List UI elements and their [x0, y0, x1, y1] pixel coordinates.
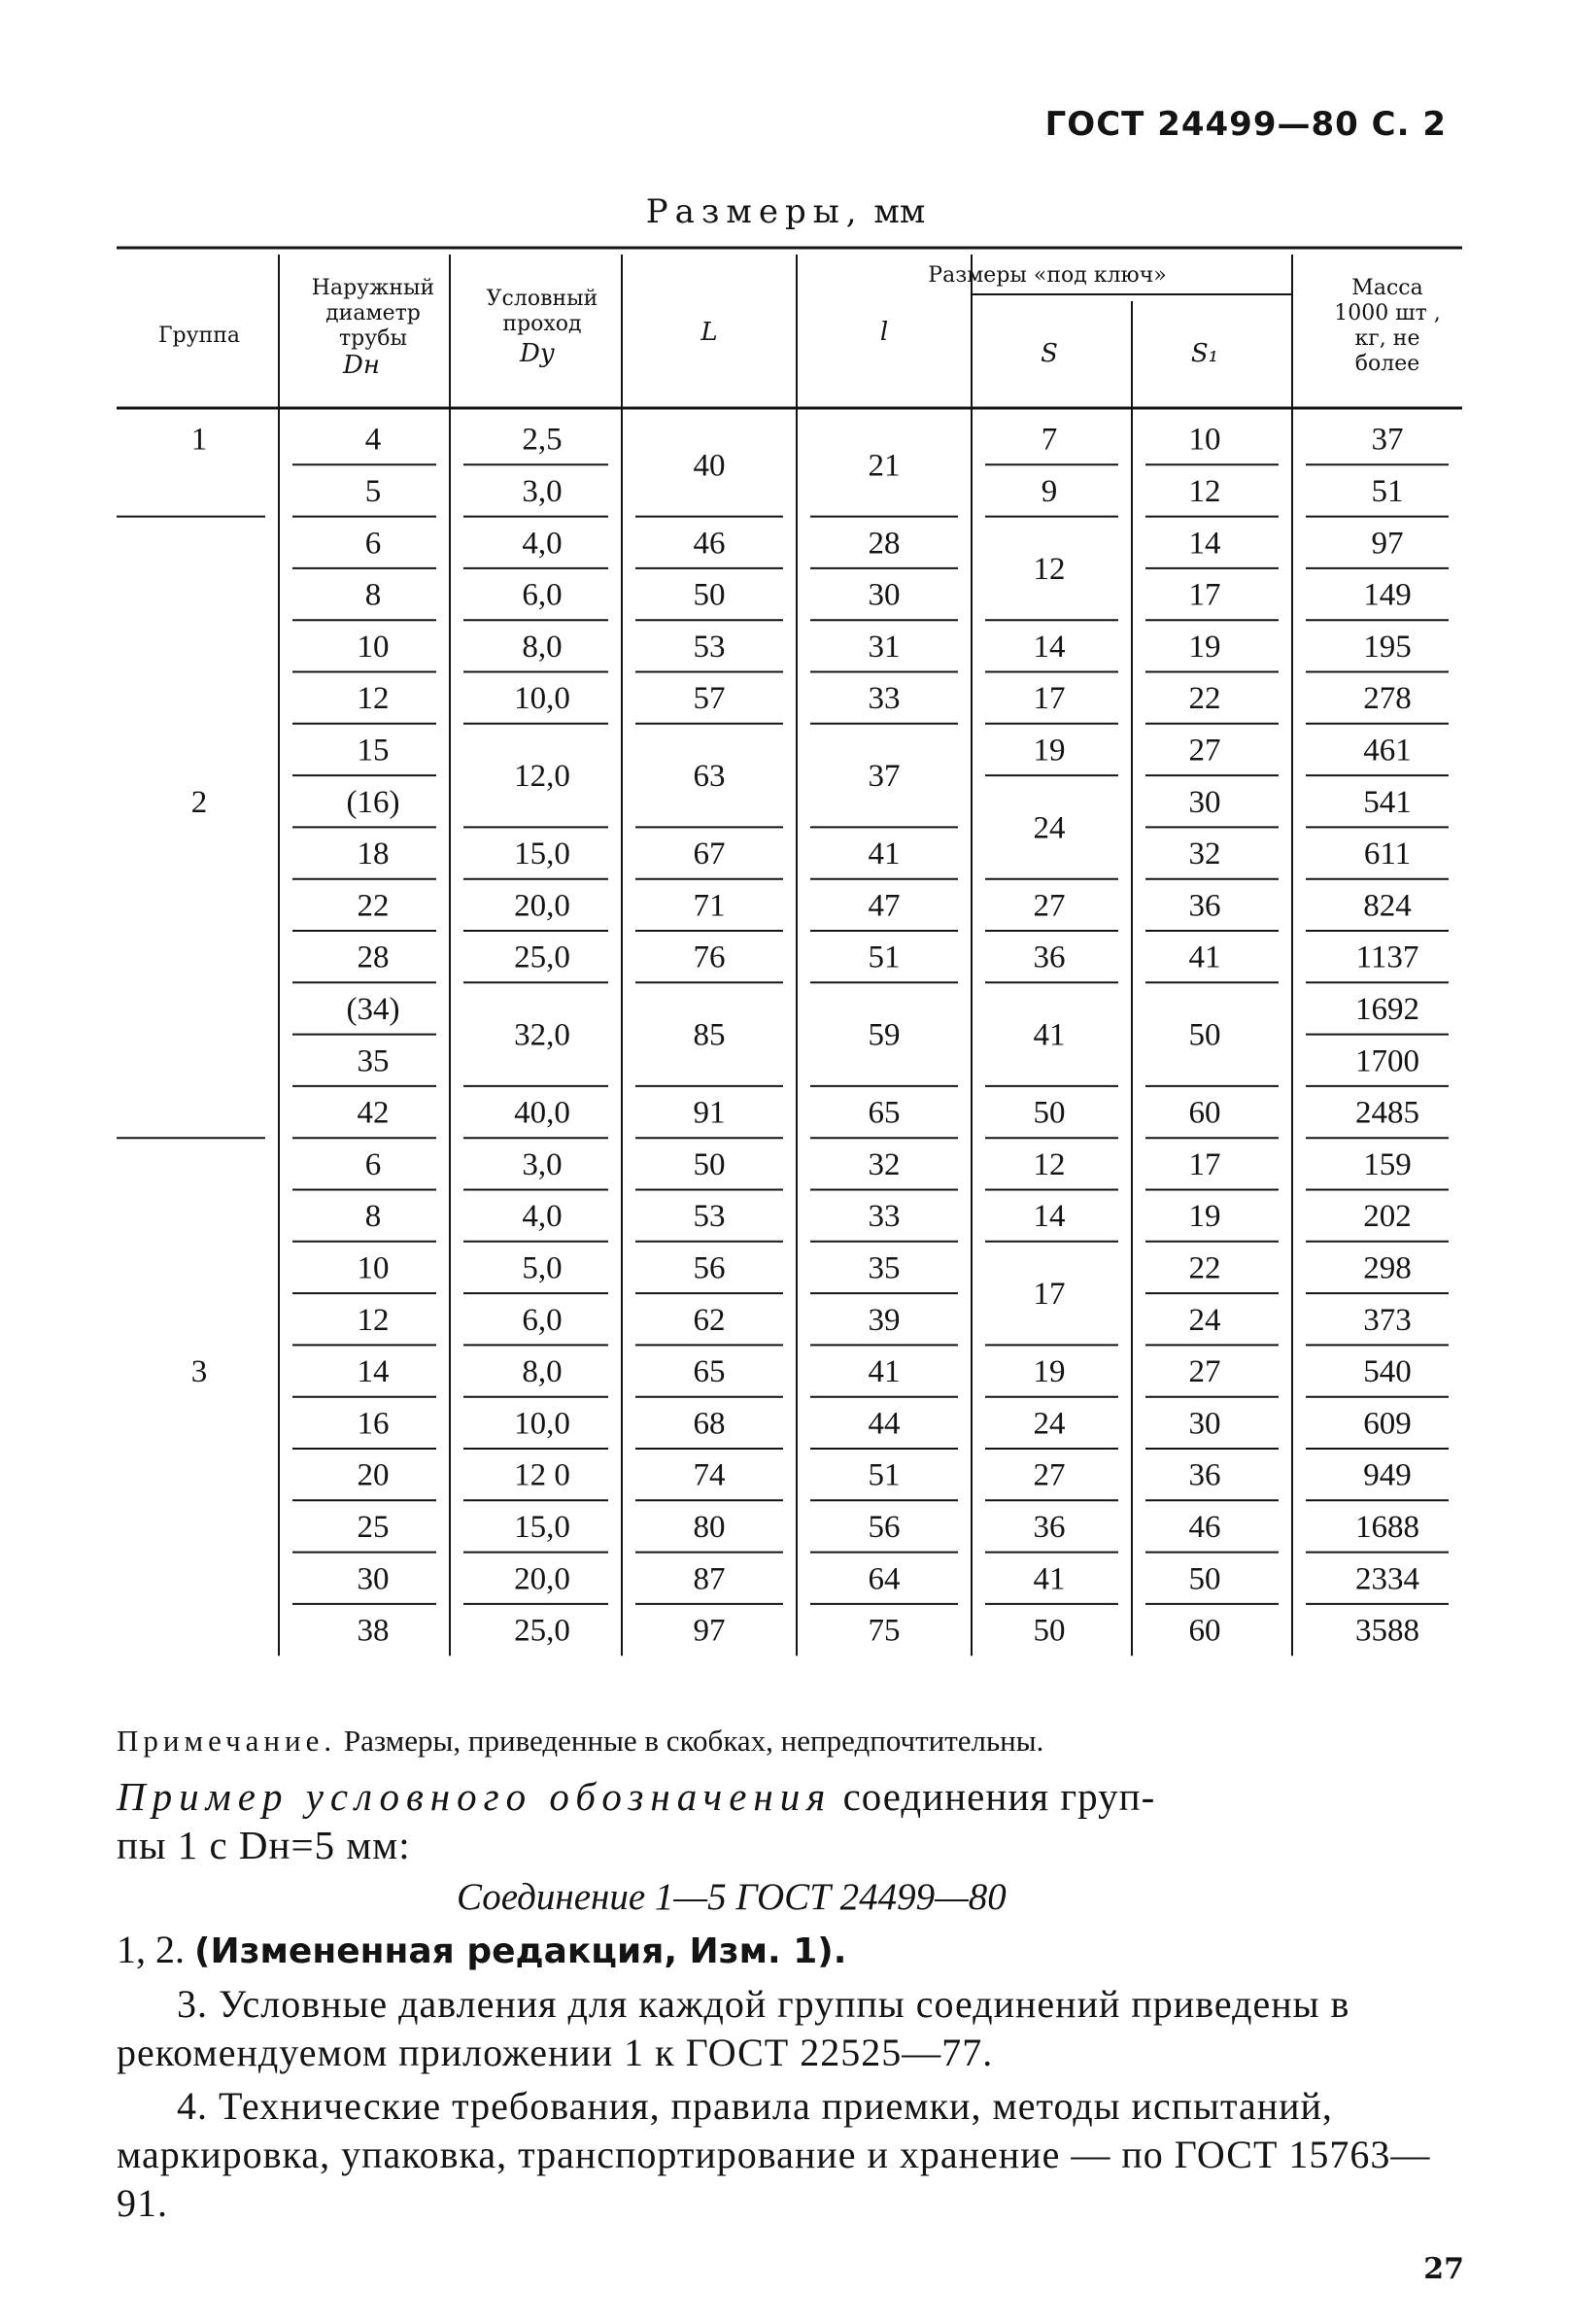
table-cell-s: 17 [1033, 681, 1066, 717]
table-cell-dy: 15,0 [514, 1509, 570, 1545]
table-cell-l: 35 [868, 1250, 901, 1286]
table-cell-dy: 6,0 [522, 577, 563, 613]
table-cell-l: 74 [693, 1457, 726, 1493]
table-cell-s: 50 [1033, 1613, 1066, 1649]
table-cell-l: 97 [693, 1613, 726, 1649]
table-cell-l: 63 [693, 759, 726, 795]
table-cell-m: 37 [1371, 422, 1404, 458]
table-cell-l: 37 [868, 759, 901, 795]
table-cell-s1: 12 [1188, 473, 1221, 509]
table-cell-s1: 36 [1188, 888, 1221, 924]
table-cell-l: 56 [693, 1250, 726, 1286]
table-cell-s1: 60 [1188, 1095, 1221, 1131]
table-cell-dy: 10,0 [514, 681, 570, 717]
header-L: L [700, 318, 718, 347]
table-cell-dy: 3,0 [522, 473, 563, 509]
table-cell-dy: 12,0 [514, 759, 570, 795]
table-cell-l: 68 [693, 1406, 726, 1442]
table-cell-s1: 24 [1188, 1302, 1221, 1338]
table-cell-dn: 6 [364, 526, 382, 562]
table-cell-s1: 50 [1188, 1561, 1221, 1597]
table-cell-m: 609 [1363, 1406, 1412, 1442]
table-cell-s1: 36 [1188, 1457, 1221, 1493]
table-cell-s1: 46 [1188, 1509, 1221, 1545]
table-cell-dn: 14 [357, 1354, 390, 1390]
header-outer-diameter-symbol: Dн [343, 351, 380, 380]
table-cell-l: 62 [693, 1302, 726, 1338]
table-cell-dy: 25,0 [514, 940, 570, 975]
header-S1: S₁ [1190, 339, 1219, 368]
table-cell-l: 53 [693, 629, 726, 665]
table-cell-dn: 16 [357, 1406, 390, 1442]
table-cell-s1: 30 [1188, 784, 1221, 820]
table-cell-l: 76 [693, 940, 726, 975]
table-cell-m: 3588 [1355, 1613, 1419, 1649]
header-mass-4: более [1354, 352, 1420, 376]
caption-unit: мм [873, 192, 926, 231]
table-cell-s: 14 [1033, 1199, 1066, 1235]
table-cell-s: 7 [1041, 422, 1058, 458]
table-cell-s: 9 [1041, 473, 1058, 509]
example-rest: соединения груп- [842, 1774, 1156, 1819]
header-S: S [1041, 339, 1058, 368]
table-cell-m: 824 [1363, 888, 1412, 924]
table-cell-dn: 18 [357, 837, 390, 872]
table-cell-l: 32 [868, 1146, 901, 1182]
example-lead: Пример условного обозначения [117, 1774, 833, 1819]
table-cell-s1: 10 [1188, 422, 1221, 458]
header-outer-diameter-3: трубы [339, 326, 407, 351]
header-nominal-bore-1: Условный [486, 287, 598, 311]
table-cell-s: 17 [1033, 1277, 1066, 1313]
header-l: l [879, 318, 889, 347]
table-cell-dn: 20 [357, 1457, 390, 1493]
table-cell-l: 41 [868, 837, 901, 872]
header-outer-diameter-2: диаметр [325, 301, 421, 325]
table-cell-m: 541 [1363, 784, 1412, 820]
table-cell-m: 159 [1363, 1146, 1412, 1182]
table-cell-s1: 50 [1188, 1017, 1221, 1053]
table-cell-dn: (34) [346, 991, 400, 1027]
table-cell-dn: 22 [357, 888, 390, 924]
table-cell-dy: 5,0 [522, 1250, 563, 1286]
header-wrench-sizes: Размеры «под ключ» [928, 263, 1167, 288]
table-cell-dn: 10 [357, 629, 390, 665]
table-cell-dy: 4,0 [522, 526, 563, 562]
table-cell-dy: 8,0 [522, 1354, 563, 1390]
header-outer-diameter-1: Наружный [311, 276, 435, 300]
header-nominal-bore-2: проход [502, 312, 582, 336]
table-cell-dn: 4 [364, 422, 382, 458]
table-cell-m: 373 [1363, 1302, 1412, 1338]
table-cell-s1: 17 [1188, 577, 1221, 613]
table-cell-m: 278 [1363, 681, 1412, 717]
table-cell-s1: 30 [1188, 1406, 1221, 1442]
table-cell-dy: 12 0 [514, 1457, 570, 1493]
table-cell-m: 611 [1363, 837, 1412, 872]
table-cell-l: 33 [868, 681, 901, 717]
table-cell-dn: 12 [357, 681, 390, 717]
table-cell-l: 87 [693, 1561, 726, 1597]
table-cell-dn: 5 [364, 473, 382, 509]
table-cell-s: 19 [1033, 1354, 1066, 1390]
table-cell-l: 65 [868, 1095, 901, 1131]
paragraph-4: 4. Технические требования, правила приемки, методы испытаний, маркировка, упаковка, транспортирование и хранение — по ГОСТ 15763—91. [117, 2084, 1431, 2225]
table-cell-dn: 30 [357, 1561, 390, 1597]
table-cell-m: 1137 [1355, 940, 1419, 975]
table-cell-dy: 6,0 [522, 1302, 563, 1338]
header-mass-3: кг, не [1354, 326, 1420, 351]
table-cell-m: 298 [1363, 1250, 1412, 1286]
table-cell-s: 27 [1033, 1457, 1066, 1493]
table-cell-dy: 15,0 [514, 837, 570, 872]
table-cell-dy: 10,0 [514, 1406, 570, 1442]
table-cell-l: 41 [868, 1354, 901, 1390]
table-cell-m: 540 [1363, 1354, 1412, 1390]
table-cell-s1: 41 [1188, 940, 1221, 975]
table-cell-l: 71 [693, 888, 726, 924]
table-cell-l: 40 [693, 448, 726, 484]
table-cell-s: 19 [1033, 733, 1066, 769]
example-line2: пы 1 с Dн=5 мм: [117, 1823, 411, 1867]
table-cell-m: 1688 [1355, 1509, 1419, 1545]
header-nominal-bore-symbol: Dу [520, 339, 555, 368]
table-cell-s1: 27 [1188, 733, 1221, 769]
table-cell-s1: 22 [1188, 681, 1221, 717]
table-cell-s: 24 [1033, 810, 1066, 846]
table-cell-m: 1700 [1355, 1043, 1419, 1079]
table-cell-dy: 4,0 [522, 1199, 563, 1235]
table-cell-l: 53 [693, 1199, 726, 1235]
table-cell-l: 91 [693, 1095, 726, 1131]
table-cell-dn: 12 [357, 1302, 390, 1338]
table-cell-l: 50 [693, 1146, 726, 1182]
table-cell-l: 75 [868, 1613, 901, 1649]
table-cell-dn: 10 [357, 1250, 390, 1286]
table-cell-dn: 35 [357, 1043, 390, 1079]
table-cell-m: 149 [1363, 577, 1412, 613]
table-cell-dn: 6 [364, 1146, 382, 1182]
table-cell-l: 21 [868, 448, 901, 484]
example-designation: Соединение 1—5 ГОСТ 24499—80 [457, 1876, 1007, 1918]
table-cell-l: 85 [693, 1017, 726, 1053]
table-cell-l: 46 [693, 526, 726, 562]
page-number: 27 [1423, 2252, 1464, 2286]
table-cell-s1: 32 [1188, 837, 1221, 872]
table-cell-dy: 8,0 [522, 629, 563, 665]
table-cell-m: 97 [1371, 526, 1404, 562]
table-cell-l: 30 [868, 577, 901, 613]
table-cell-s: 41 [1033, 1017, 1066, 1053]
table-cell-s: 12 [1033, 551, 1066, 587]
table-cell-dy: 25,0 [514, 1613, 570, 1649]
table-cell-l: 65 [693, 1354, 726, 1390]
table-cell-dn: 38 [357, 1613, 390, 1649]
table-cell-dn: 25 [357, 1509, 390, 1545]
table-cell-dn: 42 [357, 1095, 390, 1131]
table-cell-l: 56 [868, 1509, 901, 1545]
table-cell-l: 67 [693, 837, 726, 872]
paragraph-3: 3. Условные давления для каждой группы соединений приведены в рекомендуемом приложении 1 к ГОСТ 22525—77. [117, 1982, 1350, 2074]
table-cell-dn: 8 [364, 577, 382, 613]
table-cell-l: 59 [868, 1017, 901, 1053]
header-mass-2: 1000 шт , [1334, 301, 1441, 325]
table-cell-m: 2334 [1355, 1561, 1419, 1597]
table-cell-s: 27 [1033, 888, 1066, 924]
table-cell-l: 50 [693, 577, 726, 613]
table-cell-dy: 32,0 [514, 1017, 570, 1053]
table-cell-l: 44 [868, 1406, 901, 1442]
note-label: Примечание. [117, 1724, 337, 1758]
table-cell-l: 47 [868, 888, 901, 924]
caption-word: Размеры, [645, 192, 864, 231]
table-cell-l: 57 [693, 681, 726, 717]
table-cell-l: 51 [868, 940, 901, 975]
note-text: Размеры, приведенные в скобках, непредпочтительны. [343, 1724, 1044, 1758]
table-cell-l: 28 [868, 526, 901, 562]
table-cell-dn: (16) [346, 784, 400, 820]
table-cell-dy: 20,0 [514, 1561, 570, 1597]
header-mass-1: Масса [1351, 276, 1423, 300]
table-cell-m: 949 [1363, 1457, 1412, 1493]
table-cell-s1: 22 [1188, 1250, 1221, 1286]
table-cell-dn: 15 [357, 733, 390, 769]
designation-example [117, 1772, 1477, 1869]
table-cell-m: 195 [1363, 629, 1412, 665]
amendment-bold: (Измененная редакция, Изм. 1). [194, 1931, 847, 1971]
table-cell-m: 1692 [1355, 991, 1419, 1027]
table-cell-s1: 60 [1188, 1613, 1221, 1649]
table-cell-s: 12 [1033, 1146, 1066, 1182]
table-cell-g: 3 [190, 1354, 208, 1390]
table-cell-l: 51 [868, 1457, 901, 1493]
table-cell-dy: 2,5 [522, 422, 563, 458]
table-cell-s: 36 [1033, 1509, 1066, 1545]
table-cell-m: 202 [1363, 1199, 1412, 1235]
table-cell-s1: 17 [1188, 1146, 1221, 1182]
table-cell-g: 1 [190, 422, 208, 458]
table-cell-s1: 27 [1188, 1354, 1221, 1390]
table-cell-s1: 14 [1188, 526, 1221, 562]
amendment-note [117, 1927, 1477, 1972]
table-cell-s: 41 [1033, 1561, 1066, 1597]
table-cell-m: 51 [1371, 473, 1404, 509]
document-reference: ГОСТ 24499—80 С. 2 [1044, 105, 1447, 144]
table-cell-l: 39 [868, 1302, 901, 1338]
table-cell-m: 2485 [1355, 1095, 1419, 1131]
table-cell-s1: 19 [1188, 629, 1221, 665]
table-cell-s: 50 [1033, 1095, 1066, 1131]
table-cell-dy: 3,0 [522, 1146, 563, 1182]
table-cell-s1: 19 [1188, 1199, 1221, 1235]
amendment-prefix: 1, 2. [117, 1928, 185, 1971]
table-cell-m: 461 [1363, 733, 1412, 769]
header-group: Группа [157, 324, 241, 348]
table-cell-l: 80 [693, 1509, 726, 1545]
table-cell-s: 14 [1033, 629, 1066, 665]
table-cell-dn: 28 [357, 940, 390, 975]
table-cell-g: 2 [190, 784, 208, 820]
table-note [117, 1724, 1457, 1759]
table-cell-l: 33 [868, 1199, 901, 1235]
table-cell-dn: 8 [364, 1199, 382, 1235]
table-cell-l: 31 [868, 629, 901, 665]
table-cell-dy: 40,0 [514, 1095, 570, 1131]
table-cell-dy: 20,0 [514, 888, 570, 924]
table-cell-l: 64 [868, 1561, 901, 1597]
table-cell-s: 24 [1033, 1406, 1066, 1442]
table-cell-s: 36 [1033, 940, 1066, 975]
